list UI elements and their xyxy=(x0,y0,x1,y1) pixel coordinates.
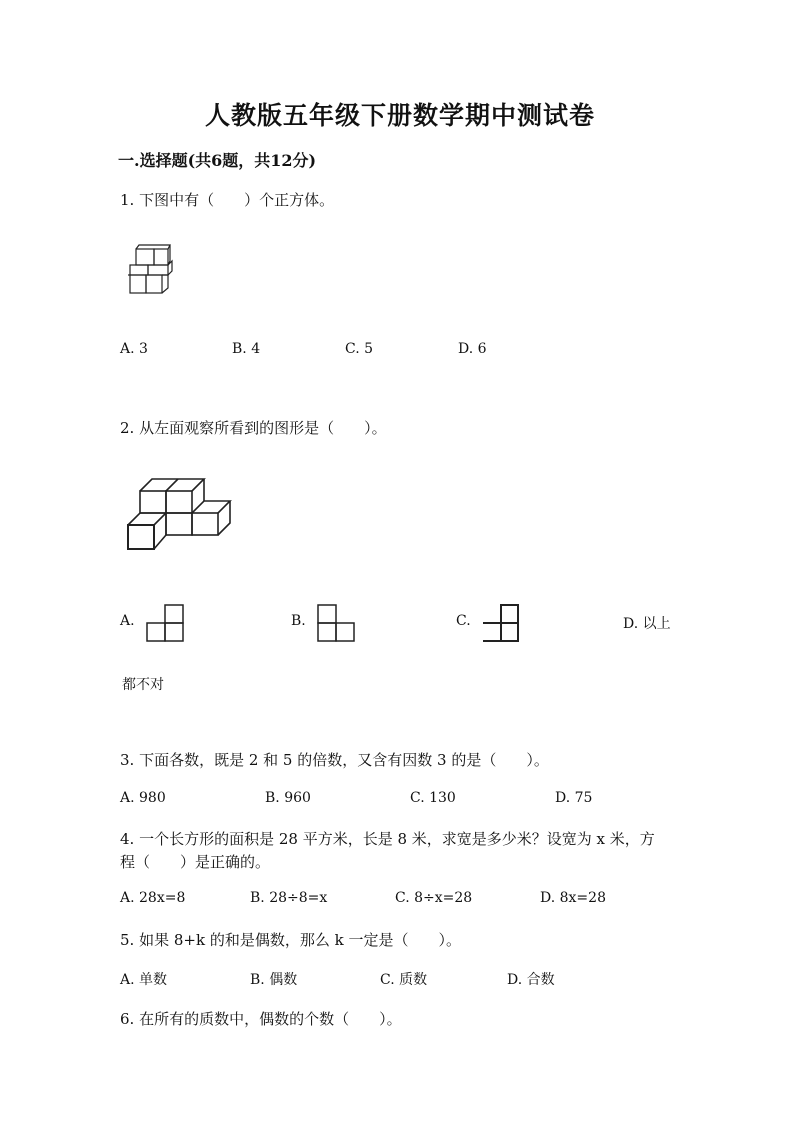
q4-option-a: A. 28x=8 xyxy=(120,890,186,906)
q2-option-a: A. xyxy=(120,613,135,629)
question-4-line-1: 4. 一个长方形的面积是 28 平方米，长是 8 米，求宽是多少米？设宽为 x 米，方 xyxy=(120,830,655,848)
q5-option-d: D. 合数 xyxy=(507,972,555,988)
q2-option-d-wrap: 都不对 xyxy=(122,677,164,693)
question-1: 1. 下图中有（ ）个正方体。 xyxy=(120,191,335,209)
q2-option-b-shape xyxy=(316,603,356,643)
q2-option-d: D. 以上 xyxy=(623,616,671,632)
q5-option-a: A. 单数 xyxy=(120,972,168,988)
q2-cube-figure xyxy=(124,477,236,551)
q1-option-a: A. 3 xyxy=(120,341,148,357)
question-4-line-2: 程（ ）是正确的。 xyxy=(120,853,271,871)
q5-option-b: B. 偶数 xyxy=(250,972,298,988)
question-3: 3. 下面各数，既是 2 和 5 的倍数，又含有因数 3 的是（ ）。 xyxy=(120,751,549,769)
section-heading: 一.选择题(共6题，共12分) xyxy=(118,151,317,170)
q2-option-b: B. xyxy=(291,613,306,629)
q2-option-c-shape xyxy=(481,603,521,643)
q4-option-d: D. 8x=28 xyxy=(540,890,606,906)
q2-option-a-shape xyxy=(145,603,185,643)
question-6: 6. 在所有的质数中，偶数的个数（ ）。 xyxy=(120,1010,402,1028)
q4-option-b: B. 28÷8=x xyxy=(250,890,328,906)
q4-option-c: C. 8÷x=28 xyxy=(395,890,473,906)
q3-option-d: D. 75 xyxy=(555,790,593,806)
question-5: 5. 如果 8+k 的和是偶数，那么 k 一定是（ ）。 xyxy=(120,931,461,949)
q1-option-d: D. 6 xyxy=(458,341,487,357)
q2-option-c: C. xyxy=(456,613,471,629)
q1-option-c: C. 5 xyxy=(345,341,374,357)
q1-option-b: B. 4 xyxy=(232,341,261,357)
q3-option-a: A. 980 xyxy=(120,790,166,806)
question-2: 2. 从左面观察所看到的图形是（ ）。 xyxy=(120,419,387,437)
q1-cube-figure xyxy=(126,244,176,296)
q3-option-b: B. 960 xyxy=(265,790,311,806)
q3-option-c: C. 130 xyxy=(410,790,456,806)
page-title: 人教版五年级下册数学期中测试卷 xyxy=(204,101,595,130)
q5-option-c: C. 质数 xyxy=(380,972,428,988)
